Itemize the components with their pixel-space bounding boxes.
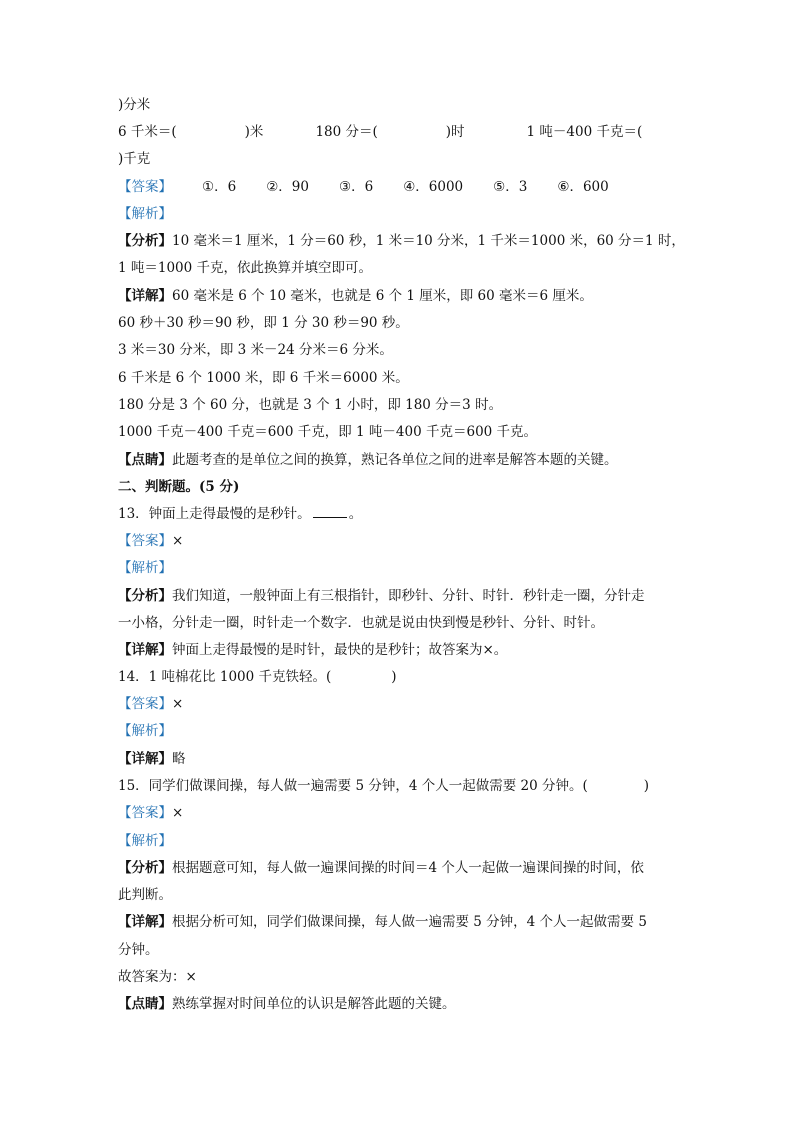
answer-1: ①．6 bbox=[202, 179, 237, 195]
text: 二、判断题。(5 分) bbox=[118, 479, 240, 495]
answer-value: × bbox=[172, 533, 184, 549]
xiangjie-tag: 【详解】 bbox=[118, 642, 172, 658]
text: 此判断。 bbox=[118, 887, 172, 903]
blank-1-text: 6 千米＝( bbox=[118, 124, 177, 140]
q15-fenxi-line1 bbox=[118, 858, 644, 878]
answer-tag: 【答案】 bbox=[118, 533, 172, 549]
text: 熟练掌握对时间单位的认识是解答此题的关键。 bbox=[172, 996, 456, 1012]
q14-answer bbox=[118, 694, 183, 714]
answer-3: ③．6 bbox=[338, 179, 374, 195]
text: )千克 bbox=[118, 151, 151, 167]
answer-value: × bbox=[172, 696, 184, 712]
blank-1-unit: )米 bbox=[244, 124, 264, 140]
q13-fenxi-line2 bbox=[118, 613, 604, 633]
text: 10 毫米＝1 厘米，1 分＝60 秒，1 米＝10 分米，1 千米＝1000 米，60 分＝1 时， bbox=[172, 233, 685, 249]
answer-5: ⑤．3 bbox=[493, 179, 528, 195]
q15-stem bbox=[118, 776, 649, 796]
text: 我们知道，一般钟面上有三根指针，即秒针、分针、时针．秒针走一圈，分针走 bbox=[172, 588, 645, 604]
dianjing-tag: 【点睛】 bbox=[118, 452, 172, 468]
text: 故答案为：× bbox=[118, 969, 197, 985]
text: 。 bbox=[348, 506, 363, 522]
q14-xiangjie bbox=[118, 749, 186, 769]
q13-analysis-heading bbox=[118, 558, 172, 578]
text: 1000 千克－400 千克＝600 千克，即 1 吨－400 千克＝600 千克。 bbox=[118, 424, 538, 440]
q13-answer bbox=[118, 531, 183, 551]
text: 根据分析可知，同学们做课间操，每人做一遍需要 5 分钟，4 个人一起做需要 5 bbox=[172, 914, 647, 930]
q13-fenxi-line1 bbox=[118, 586, 645, 606]
q12-xiangjie-line2 bbox=[118, 313, 409, 333]
answer-6: ⑥．600 bbox=[557, 179, 609, 195]
q15-answer bbox=[118, 803, 183, 823]
text: 60 毫米是 6 个 10 毫米，也就是 6 个 1 厘米，即 60 毫米＝6 厘米。 bbox=[172, 288, 593, 304]
q13-stem bbox=[118, 504, 362, 524]
q12-xiangjie-line5 bbox=[118, 395, 502, 415]
q15-analysis-heading bbox=[118, 831, 172, 851]
text: 此题考查的是单位之间的换算，熟记各单位之间的进率是解答本题的关键。 bbox=[172, 452, 618, 468]
answer-value: × bbox=[172, 805, 184, 821]
answer-tag: 【答案】 bbox=[118, 179, 172, 195]
analysis-tag: 【解析】 bbox=[118, 833, 172, 849]
section-2-heading bbox=[118, 477, 239, 497]
text: 根据题意可知，每人做一遍课间操的时间＝4 个人一起做一遍课间操的时间，依 bbox=[172, 860, 644, 876]
q12-dianjing bbox=[118, 450, 618, 470]
dianjing-tag: 【点睛】 bbox=[118, 996, 172, 1012]
text: 分钟。 bbox=[118, 942, 159, 958]
analysis-tag: 【解析】 bbox=[118, 723, 172, 739]
text: ) bbox=[391, 669, 397, 685]
fenxi-tag: 【分析】 bbox=[118, 860, 172, 876]
q12-xiangjie-line6 bbox=[118, 422, 537, 442]
q12-answer bbox=[118, 177, 609, 197]
q15-fenxi-line2 bbox=[118, 885, 172, 905]
answer-tag: 【答案】 bbox=[118, 696, 172, 712]
text: 14．1 吨棉花比 1000 千克铁轻。( bbox=[118, 669, 332, 685]
q12-analysis-heading bbox=[118, 204, 172, 224]
text: 1 吨＝1000 千克，依此换算并填空即可。 bbox=[118, 260, 373, 276]
blank-3-text: 1 吨－400 千克＝( bbox=[526, 124, 643, 140]
analysis-tag: 【解析】 bbox=[118, 560, 172, 576]
answer-4: ④．6000 bbox=[403, 179, 464, 195]
q12-xiangjie-line3 bbox=[118, 340, 393, 360]
q12-xiangjie-line1 bbox=[118, 286, 593, 306]
text: ) bbox=[643, 778, 650, 794]
fenxi-tag: 【分析】 bbox=[118, 233, 172, 249]
text: )分米 bbox=[118, 97, 151, 113]
q15-dianjing bbox=[118, 994, 456, 1014]
q12-fenxi-line1 bbox=[118, 231, 685, 251]
blank-2-unit: )时 bbox=[445, 124, 465, 140]
q15-conclusion bbox=[118, 967, 197, 987]
text: 6 千米是 6 个 1000 米，即 6 千米＝6000 米。 bbox=[118, 370, 409, 386]
answer-blank bbox=[313, 505, 347, 518]
xiangjie-tag: 【详解】 bbox=[118, 914, 172, 930]
text: 略 bbox=[172, 751, 186, 767]
text: 15．同学们做课间操，每人做一遍需要 5 分钟，4 个人一起做需要 20 分钟。( bbox=[118, 778, 588, 794]
text: 60 秒＋30 秒＝90 秒，即 1 分 30 秒＝90 秒。 bbox=[118, 315, 409, 331]
xiangjie-tag: 【详解】 bbox=[118, 288, 172, 304]
blank-2-text: 180 分＝( bbox=[315, 124, 378, 140]
fenxi-tag: 【分析】 bbox=[118, 588, 172, 604]
analysis-tag: 【解析】 bbox=[118, 206, 172, 222]
q15-xiangjie-line2 bbox=[118, 940, 159, 960]
text: 一小格，分针走一圈，时针走一个数字．也就是说由快到慢是秒针、分针、时针。 bbox=[118, 615, 604, 631]
text: 180 分是 3 个 60 分，也就是 3 个 1 小时，即 180 分＝3 时。 bbox=[118, 397, 503, 413]
answer-tag: 【答案】 bbox=[118, 805, 172, 821]
q12-stem-line1 bbox=[118, 95, 150, 115]
q15-xiangjie-line1 bbox=[118, 912, 647, 932]
q12-stem-line2 bbox=[118, 122, 642, 142]
q14-stem bbox=[118, 667, 397, 687]
text: 钟面上走得最慢的是时针，最快的是秒针；故答案为×。 bbox=[172, 642, 508, 658]
text: 13．钟面上走得最慢的是秒针。 bbox=[118, 506, 311, 522]
answer-2: ②．90 bbox=[266, 179, 309, 195]
q12-stem-line3 bbox=[118, 149, 150, 169]
q13-xiangjie bbox=[118, 640, 507, 660]
q12-xiangjie-line4 bbox=[118, 368, 409, 388]
q12-fenxi-line2 bbox=[118, 258, 372, 278]
xiangjie-tag: 【详解】 bbox=[118, 751, 172, 767]
q14-analysis-heading bbox=[118, 721, 172, 741]
text: 3 米＝30 分米，即 3 米－24 分米＝6 分米。 bbox=[118, 342, 393, 358]
